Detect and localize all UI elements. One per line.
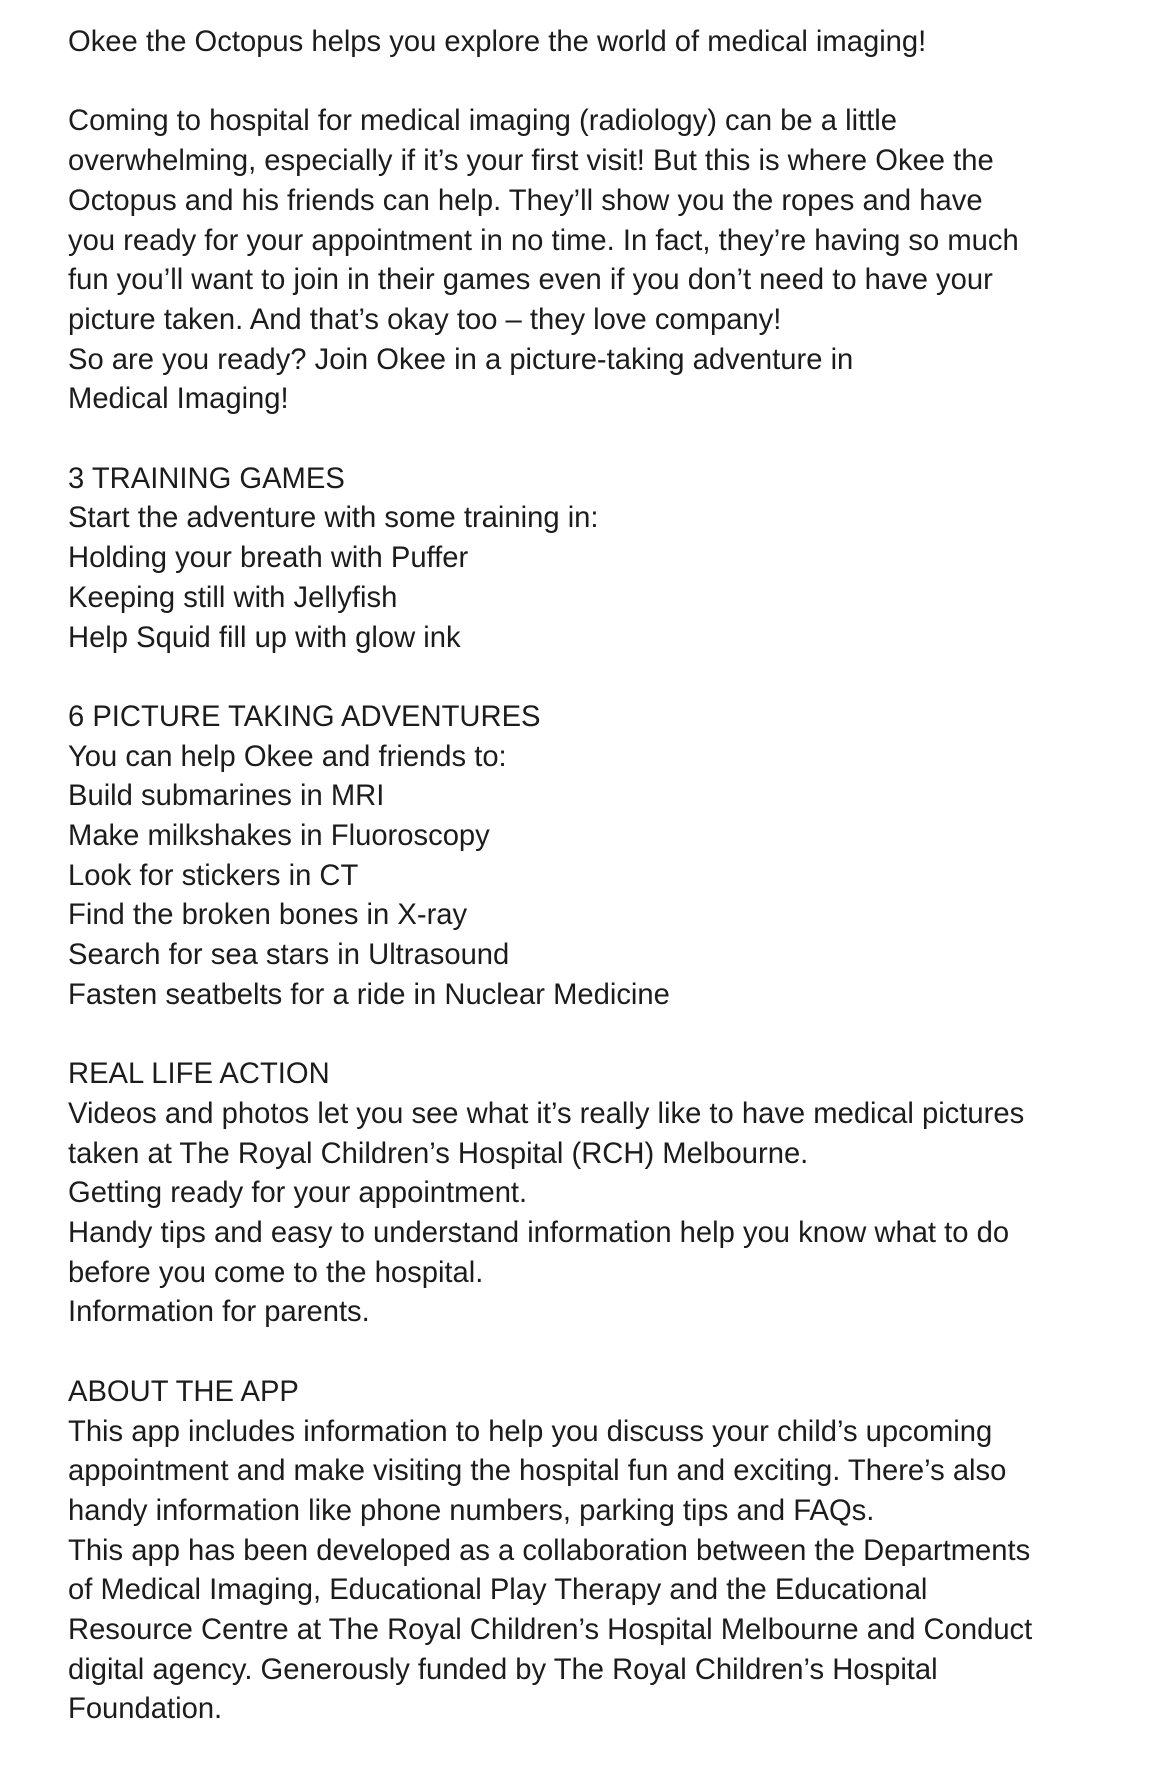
section-line: handy information like phone numbers, parking tips and FAQs. bbox=[68, 1494, 875, 1527]
paragraph-line: overwhelming, especially if it’s your first visit! But this is where Okee the bbox=[68, 145, 994, 178]
section-line: appointment and make visiting the hospital fun and exciting. There’s also bbox=[68, 1455, 1007, 1488]
section-line: This app includes information to help you discuss your child’s upcoming bbox=[68, 1415, 993, 1448]
section-line: before you come to the hospital. bbox=[68, 1256, 484, 1289]
section-line: Start the adventure with some training in: bbox=[68, 502, 599, 535]
section-line: Make milkshakes in Fluoroscopy bbox=[68, 820, 490, 853]
section-heading: ABOUT THE APP bbox=[68, 1375, 299, 1408]
section-line: Fasten seatbelts for a ride in Nuclear Medicine bbox=[68, 978, 670, 1011]
app-description bbox=[68, 23, 1108, 1730]
paragraph-line: you ready for your appointment in no time. In fact, they’re having so much bbox=[68, 224, 1019, 257]
section-line: Find the broken bones in X-ray bbox=[68, 899, 468, 932]
section-line: You can help Okee and friends to: bbox=[68, 740, 507, 773]
section-line: Build submarines in MRI bbox=[68, 780, 385, 813]
paragraph-line: fun you’ll want to join in their games even if you don’t need to have your bbox=[68, 264, 993, 297]
section-line: Keeping still with Jellyfish bbox=[68, 581, 398, 614]
section-heading: 3 TRAINING GAMES bbox=[68, 462, 345, 495]
section-line: Help Squid fill up with glow ink bbox=[68, 621, 461, 654]
paragraph-gap bbox=[68, 658, 1108, 698]
section-line: Holding your breath with Puffer bbox=[68, 542, 469, 575]
training-games-section bbox=[68, 460, 1108, 659]
section-line: Foundation. bbox=[68, 1693, 223, 1726]
intro-line: Okee the Octopus helps you explore the world of medical imaging! bbox=[68, 26, 927, 58]
section-line: Videos and photos let you see what it’s really like to have medical pictures bbox=[68, 1097, 1025, 1130]
section-line: Resource Centre at The Royal Children’s Hospital Melbourne and Conduct bbox=[68, 1614, 1033, 1647]
section-line: taken at The Royal Children’s Hospital (RCH) Melbourne. bbox=[68, 1137, 809, 1170]
section-line: Information for parents. bbox=[68, 1296, 370, 1329]
section-line: This app has been developed as a collaboration between the Departments bbox=[68, 1534, 1031, 1567]
section-heading: REAL LIFE ACTION bbox=[68, 1058, 330, 1091]
about-the-app-section bbox=[68, 1373, 1108, 1730]
paragraph-line: Coming to hospital for medical imaging (radiology) can be a little bbox=[68, 105, 898, 138]
real-life-action-section bbox=[68, 1055, 1108, 1333]
paragraph-gap bbox=[68, 63, 1108, 103]
paragraph-gap bbox=[68, 1016, 1108, 1056]
section-line: digital agency. Generously funded by The Royal Children’s Hospital bbox=[68, 1653, 938, 1686]
paragraph-line: Medical Imaging! bbox=[68, 383, 289, 416]
intro-paragraph bbox=[68, 102, 1108, 420]
paragraph-line: Octopus and his friends can help. They’ll show you the ropes and have bbox=[68, 184, 983, 217]
picture-adventures-section bbox=[68, 698, 1108, 1016]
section-line: Getting ready for your appointment. bbox=[68, 1177, 528, 1210]
section-line: Search for sea stars in Ultrasound bbox=[68, 939, 510, 972]
paragraph-line: So are you ready? Join Okee in a picture-taking adventure in bbox=[68, 343, 854, 376]
section-heading: 6 PICTURE TAKING ADVENTURES bbox=[68, 700, 541, 733]
paragraph-gap bbox=[68, 1333, 1108, 1373]
section-line: of Medical Imaging, Educational Play Therapy and the Educational bbox=[68, 1574, 928, 1607]
section-line: Look for stickers in CT bbox=[68, 859, 359, 892]
paragraph-gap bbox=[68, 420, 1108, 460]
paragraph-line: picture taken. And that’s okay too – they love company! bbox=[68, 303, 782, 336]
section-line: Handy tips and easy to understand information help you know what to do bbox=[68, 1217, 1010, 1250]
